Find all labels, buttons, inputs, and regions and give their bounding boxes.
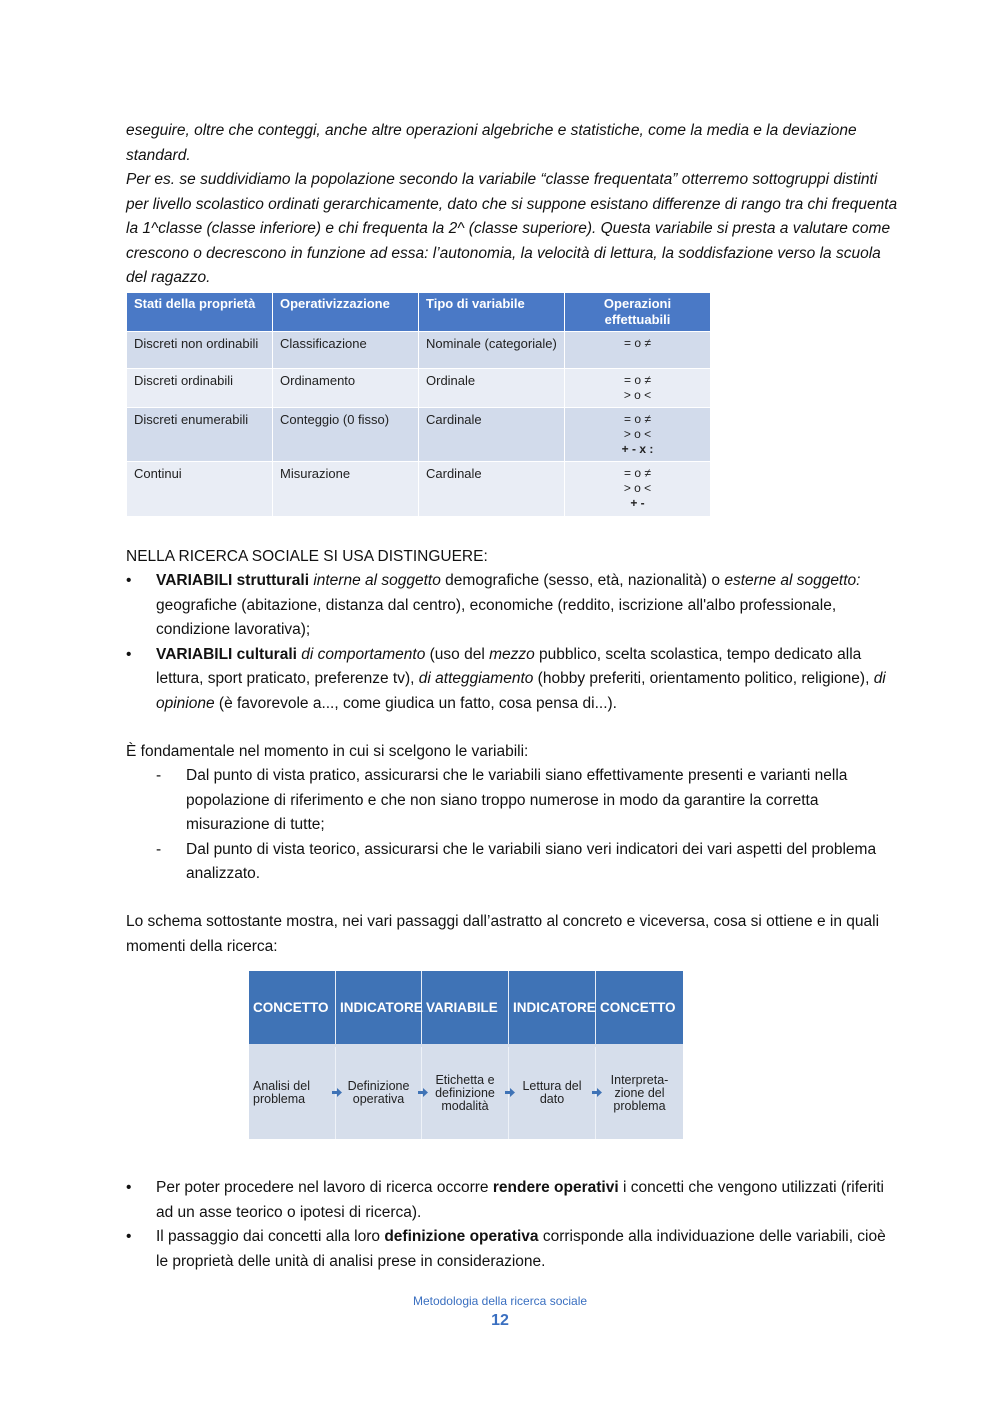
step-line: dato [539,1092,565,1106]
table-cell: Cardinale [419,408,565,462]
text-span: Per poter procedere nel lavoro di ricerca occorre [156,1179,493,1196]
diagram-header-cell: CONCETTO [249,971,336,1044]
table-ops-cell [565,408,711,462]
list-item [156,764,901,838]
step-line: operativa [352,1092,405,1106]
table-header-cell: Operazioni effettuabili [565,293,711,332]
ops-line: + - [630,496,645,510]
table-row [127,332,711,369]
text-span: (è favorevole a..., come giudica un fatto, cosa pensa di...). [214,694,617,712]
ops-line: = o ≠ [624,466,651,480]
intro-line-2: Per es. se suddividiamo la popolazione secondo la variabile “classe frequentata” otterremo sottogruppi distinti per livello scolastico ordinati gerarchicamente, dato che si suppone esistano differenze di rango tra chi frequenta la 1^classe (classe inferiore) e chi frequenta la 2^ (classe superiore). Questa variabile si presta a valutare come crescono o decrescono in funzione ad essa: l’autonomia, la velocità di lettura, la soddisfazione verso la scuola del ragazzo. [126,171,898,286]
italic-term: interne al soggetto [313,572,441,589]
italic-term: mezzo [489,645,535,663]
step-line: Interpreta- [610,1072,669,1087]
table-cell: Continui [127,462,273,517]
ops-line: = o ≠ [624,412,651,426]
table-ops-cell [565,332,711,369]
table-header-cell: Stati della proprietà [127,293,273,332]
table-cell: Ordinale [419,369,565,408]
step-line: Definizione [347,1079,410,1093]
table-cell: Nominale (categoriale) [419,332,565,369]
diagram-step-cell [249,1047,336,1139]
footer-title: Metodologia della ricerca sociale [412,1294,588,1308]
step-line: Lettura del [522,1079,582,1093]
ops-line: > o < [623,481,652,495]
list-item-text: Dal punto di vista pratico, assicurarsi che le variabili siano effettivamente presenti e varianti nella popolazione di riferimento e che non siano troppo numerose in modo da garantire la corretta misurazione di tutte; [186,767,848,833]
intro-line-1: eseguire, oltre che conteggi, anche altre operazioni algebriche e statistiche, come la media e la deviazione standard. [126,122,857,164]
list-item [126,1176,901,1225]
diagram-step-cell [422,1047,509,1139]
criteria-list [156,764,901,887]
table-cell: Conteggio (0 fisso) [273,408,419,462]
step-line: zione del [614,1085,665,1100]
ops-line: > o < [623,427,652,441]
dash-icon: - [156,840,162,858]
text-span: corrisponde alla individuazione delle variabili, cioè le proprietà delle unità di analisi prese in considerazione. [156,1228,886,1270]
table-header-row [127,293,711,332]
list-item-text: Dal punto di vista teorico, assicurarsi che le variabili siano veri indicatori dei vari aspetti del problema analizzato. [186,840,877,882]
step-line: Etichetta e [435,1072,495,1087]
bullet-icon: • [126,1179,132,1196]
arrow-right-icon [505,1088,515,1097]
ops-line: = o ≠ [624,336,651,350]
table-cell: Classificazione [273,332,419,369]
research-flow-diagram [249,971,683,1139]
diagram-header-cell: INDICATORE [336,971,422,1044]
paragraph: È fondamentale nel momento in cui si scelgono le variabili: [126,743,529,760]
table-cell: Misurazione [273,462,419,517]
arrow-right-icon [418,1088,428,1097]
italic-term: esterne al soggetto: [724,572,861,589]
diagram-step-cell [336,1047,422,1139]
bold-term: VARIABILI culturali [156,645,297,663]
list-item [126,1225,901,1274]
table-row [127,369,711,408]
diagram-header-cell: VARIABILE [422,971,509,1044]
text-span: geografiche (abitazione, distanza dal centro), economiche (reddito, iscrizione all'albo professionale, condizione lavorativa); [156,596,837,638]
paragraph: Lo schema sottostante mostra, nei vari passaggi dall’astratto al concreto e viceversa, cosa si ottiene e in quali momenti della ricerca: [126,913,880,955]
table-cell: Discreti enumerabili [127,408,273,462]
text-span: demografiche (sesso, età, nazionalità) o [440,572,725,589]
bullet-icon: • [126,645,132,663]
arrow-right-icon [332,1088,342,1097]
italic-term: di atteggiamento [418,670,534,687]
text-span: i concetti che vengono utilizzati (riferiti ad un asse teorico o ipotesi di ricerca). [156,1179,884,1221]
diagram-header-cell: INDICATORE [509,971,596,1044]
text-span: pubblico, scelta scolastica, tempo dedicato alla lettura, sport praticato, preferenze tv), [156,645,862,687]
list-item [126,569,901,643]
bullet-icon: • [126,1228,132,1245]
intro-paragraph [126,119,901,291]
diagram-step-cell [509,1047,596,1139]
table-header-cell: Tipo di variabile [419,293,565,332]
table-ops-cell [565,369,711,408]
table-row [127,462,711,517]
diagram-step-cell [596,1047,683,1139]
table-cell: Ordinamento [273,369,419,408]
text-span: (hobby preferiti, orientamento politico, religione), [533,670,874,687]
table-ops-cell [565,462,711,517]
operational-list [126,1176,901,1274]
text-span: Il passaggio dai concetti alla loro [156,1228,385,1245]
table-header-cell: Operativizzazione [273,293,419,332]
arrow-right-icon [592,1088,602,1097]
step-line: Analisi del [253,1079,310,1093]
bold-term: VARIABILI strutturali [156,572,309,589]
diagram-header-cell: CONCETTO [600,1000,676,1015]
list-item [156,838,901,887]
table-cell: Cardinale [419,462,565,517]
italic-term: di opinione [156,670,886,712]
bold-term: definizione operativa [384,1228,539,1245]
table-row [127,408,711,462]
table-cell: Discreti non ordinabili [127,332,273,369]
list-item [126,643,901,717]
ops-line: + - x : [621,442,654,456]
ops-line: = o ≠ [624,373,651,387]
variable-categories-list [126,569,901,716]
text-span: (uso del [425,645,490,663]
table-cell: Discreti ordinabili [127,369,273,408]
section-heading: NELLA RICERCA SOCIALE SI USA DISTINGUERE: [126,548,488,565]
page-number: 12 [491,1312,509,1329]
step-line: problema [253,1092,306,1106]
variable-types-table [126,292,711,517]
bold-term: rendere operativi [492,1179,619,1196]
ops-line: > o < [623,388,652,402]
italic-term: di comportamento [301,645,426,663]
step-line: modalità [441,1098,489,1113]
bullet-icon: • [126,572,132,589]
dash-icon: - [156,767,162,784]
step-line: definizione [435,1085,495,1100]
step-line: problema [613,1098,666,1113]
